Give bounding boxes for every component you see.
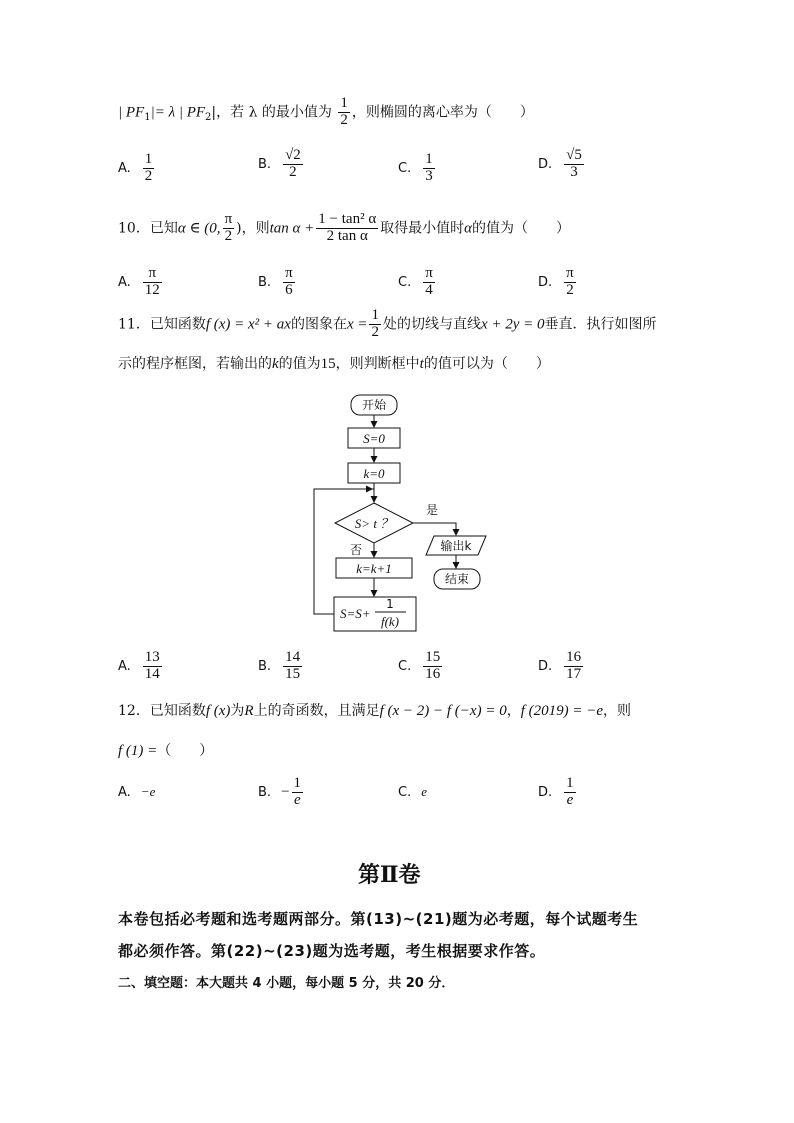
q10-option-b[interactable]: B. $\frac{\pi}{6}$ [258, 265, 293, 298]
q9-option-a[interactable]: A. $\frac{1}{2}$ [118, 151, 153, 184]
q11-stem-line1: 11．已知函数f (x) = x² + ax的图象在x = $\frac{1}{2}$ 处的切线与直线x + 2y = 0垂直．执行如图所 [118, 307, 657, 340]
flow-output-label: 输出k [440, 539, 472, 553]
q12-option-b[interactable]: B. − $\frac{1}{e}$ [258, 775, 302, 808]
flow-init-s-label: S=0 [363, 431, 385, 446]
q12-option-a[interactable]: A. −e [118, 784, 156, 800]
flow-start-label: 开始 [361, 398, 387, 412]
flow-end-label: 结束 [444, 572, 470, 586]
part2-intro-line2: 都必须作答。第(22)~(23)题为选考题，考生根据要求作答。 [118, 942, 546, 960]
flow-condition-label: S> t ？ [354, 516, 394, 531]
q9-stem-fraction: $\frac{1}{2}$ [340, 95, 348, 128]
q11-option-c[interactable]: C. $\frac{15}{16}$ [398, 649, 441, 682]
q11-option-a[interactable]: A. $\frac{13}{14}$ [118, 649, 160, 682]
part2-intro-line1: 本卷包括必考题和选考题两部分。第(13)~(21)题为必考题，每个试题考生 [118, 910, 639, 928]
section-heading: 二、填空题：本大题共 4 小题，每小题 5 分，共 20 分． [118, 976, 455, 991]
q9-stem-pf2: |= λ | PF [150, 104, 206, 121]
q10-stem: 10．已知α ∈ (0, $\frac{\pi}{2}$ )，则tan α + $\frac{\text{1 − tan² α}}{\text{2 tan α}}$ 取得最小值时α的值为（ ） [118, 211, 571, 244]
flow-init-k-label: k=0 [363, 466, 385, 481]
q12-stem-line2: f (1) =（ ） [118, 743, 214, 759]
q11-option-d[interactable]: D. $\frac{16}{17}$ [538, 649, 582, 682]
q9-option-c[interactable]: C. $\frac{1}{3}$ [398, 151, 433, 184]
q9-stem: | $PF_1|= \lambda$ | $PF_2|$，若 λ 的最小值为 $\frac{1}{2}$ ，则椭圆的离心率为（ ） [118, 95, 534, 128]
q9-stem-tail: ，则椭圆的离心率为（ ） [351, 104, 534, 121]
q10-option-a[interactable]: A. $\frac{\pi}{12}$ [118, 265, 160, 298]
part2-title: 第Ⅱ卷 [358, 862, 421, 888]
q9-option-b[interactable]: B. $\frac{√2}{2}$ [258, 147, 301, 180]
q10-option-c[interactable]: C. $\frac{\pi}{4}$ [398, 265, 433, 298]
flow-accumulate-label: S=S+ [340, 606, 371, 621]
flow-increment-label: k=k+1 [356, 561, 392, 576]
q12-option-c[interactable]: C. e [398, 784, 427, 800]
q12-option-d[interactable]: D. $\frac{1}{e}$ [538, 775, 574, 808]
flow-accumulate-num: 1 [386, 597, 394, 611]
flow-accumulate-den: f(k) [380, 614, 400, 629]
q9-stem-text: |，若 λ 的最小值为 [211, 104, 332, 121]
flow-no-label: 否 [350, 543, 363, 557]
q9-stem-pf1: | PF [118, 104, 145, 121]
flow-yes-label: 是 [426, 503, 439, 517]
flowchart [300, 392, 500, 632]
q9-option-d[interactable]: D. $\frac{√5}{3}$ [538, 147, 582, 180]
q12-stem-line1: 12．已知函数f (x)为R上的奇函数，且满足f (x − 2) − f (−x) = 0，f (2019) = −e，则 [118, 703, 632, 719]
q11-option-b[interactable]: B. $\frac{14}{15}$ [258, 649, 301, 682]
q10-option-d[interactable]: D. $\frac{\pi}{2}$ [538, 265, 574, 298]
q11-stem-line2: 示的程序框图，若输出的k的值为15，则判断框中t的值可以为（ ） [118, 356, 550, 372]
